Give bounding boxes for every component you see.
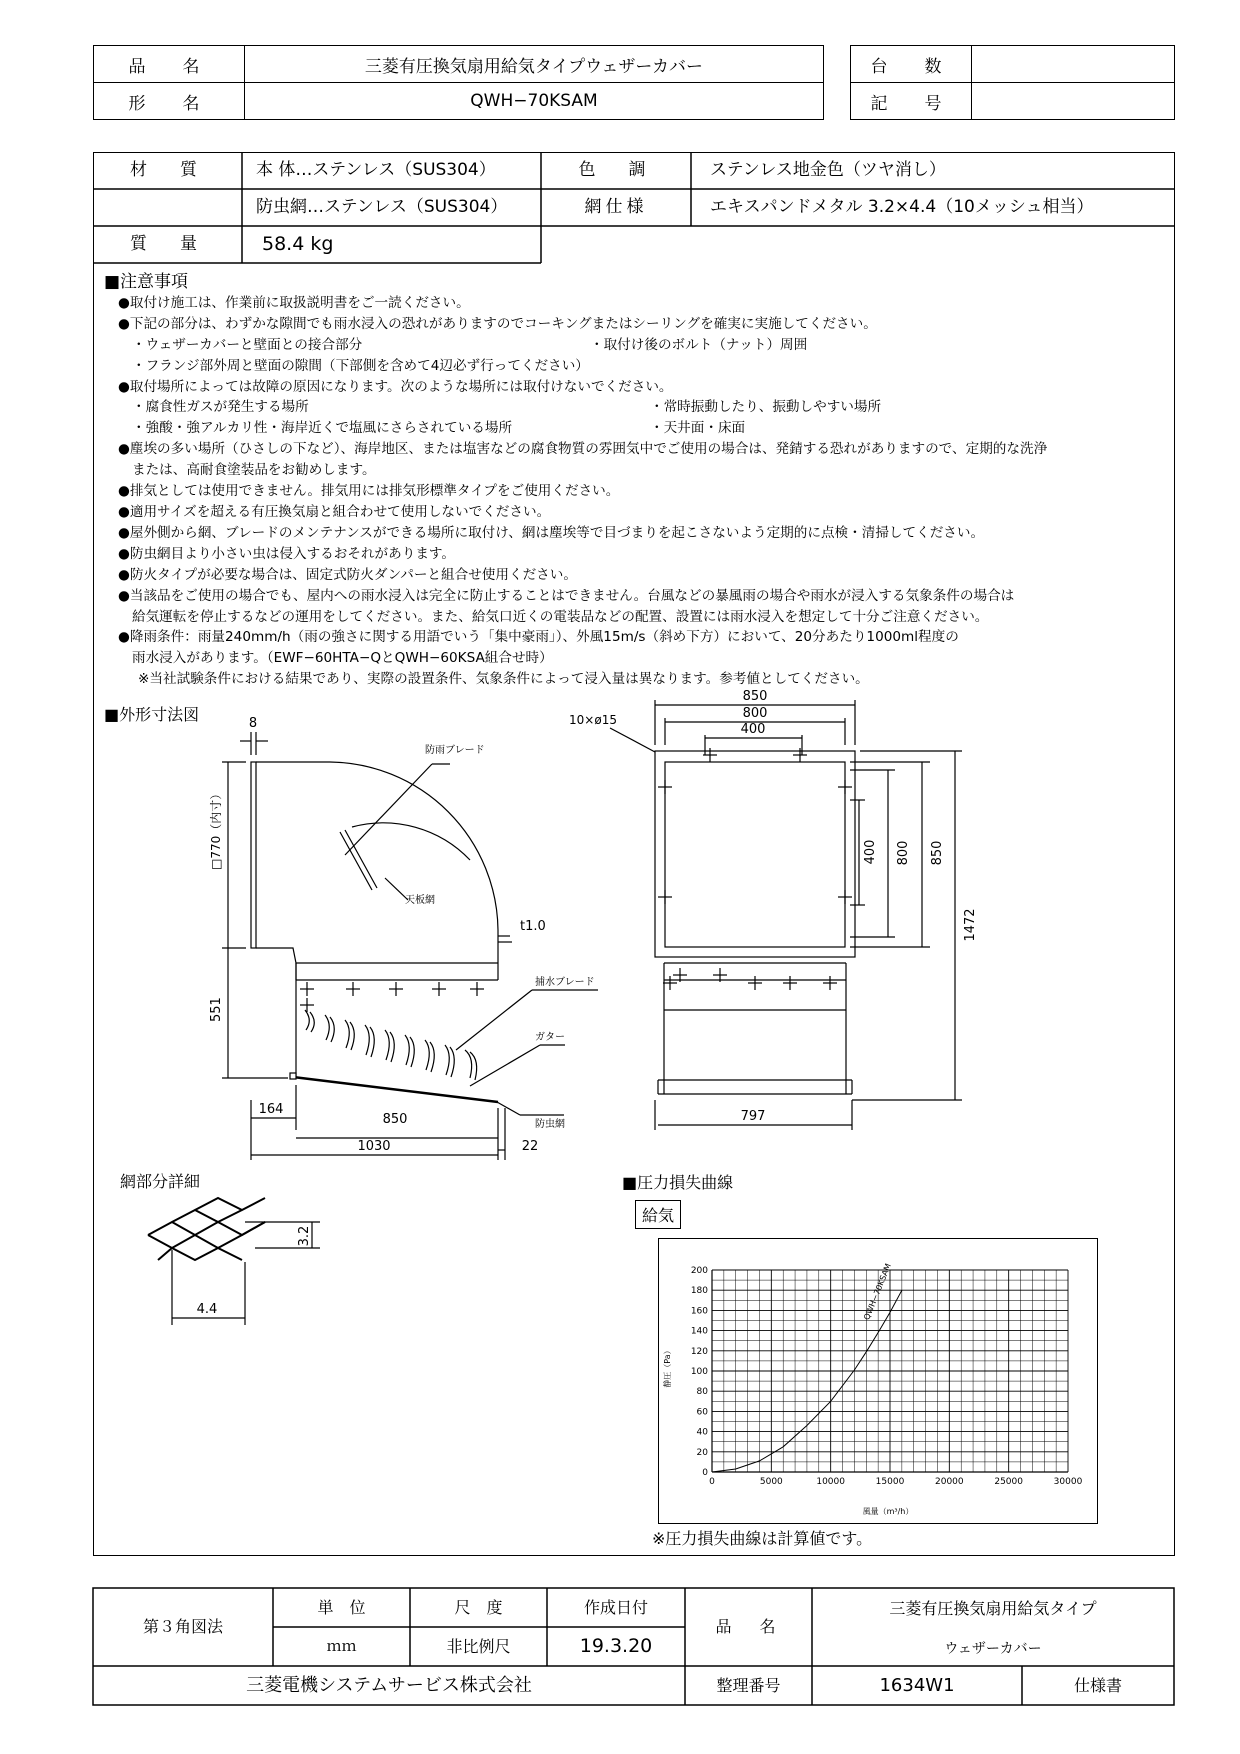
note-sub: ・強酸・強アルカリ性・海岸近くで塩風にさらされている場所 <box>132 420 513 437</box>
footer-date-value: 19.3.20 <box>579 1635 653 1657</box>
note-line: または、高耐食塗装品をお勧めします。 <box>132 462 376 479</box>
product-label: 品 名 <box>94 46 245 83</box>
note-sub: ・常時振動したり、振動しやすい場所 <box>650 399 882 416</box>
color-value: ステンレス地金色（ツヤ消し） <box>710 160 946 180</box>
chart-x-tick: 0 <box>709 1477 715 1487</box>
chart-x-tick: 5000 <box>759 1477 783 1487</box>
chart-x-tick: 10000 <box>816 1477 845 1487</box>
footer-scale-value: 非比例尺 <box>446 1637 511 1656</box>
net-label: 網仕様 <box>584 197 648 217</box>
footer-scale-label: 尺 度 <box>454 1598 503 1617</box>
note-sub: ・腐食性ガスが発生する場所 <box>132 399 309 416</box>
note-sub: ・天井面・床面 <box>650 420 746 437</box>
footer-unit-label: 単 位 <box>317 1598 366 1617</box>
note-line: ●降雨条件：雨量240mm/h（雨の強さに関する用語でいう「集中豪雨」）、外風15m/s（斜め下方）において、20分あたり1000ml程度の <box>118 629 959 646</box>
color-label: 色 調 <box>578 160 654 180</box>
note-line: 給気運転を停止するなどの運用をしてください。また、給気口近くの電装品などの配置、設置には雨水浸入を想定して十分ご注意ください。 <box>132 608 989 625</box>
chart-x-tick: 15000 <box>875 1477 905 1487</box>
note-line: ●屋外側から網、ブレードのメンテナンスができる場所に取付け、網は塵埃等で目づまりを起こさないよう定期的に点検・清掃してください。 <box>118 524 985 541</box>
top-net-label: 天板網 <box>405 895 435 906</box>
chart-y-tick: 140 <box>690 1326 708 1337</box>
note-line: ●防火タイプが必要な場合は、固定式防火ダンパーと組合せ使用ください。 <box>118 566 577 583</box>
note-sub: ・ウェザーカバーと壁面との接合部分 <box>132 336 363 353</box>
note-sub: ・取付け後のボルト（ナット）周囲 <box>590 336 808 353</box>
note-line: ※当社試験条件における結果であり、実際の設置条件、気象条件によって浸入量は異なります。参考値としてください。 <box>138 671 869 688</box>
symbol-label: 記 号 <box>851 83 972 120</box>
note-line: ●取付け施工は、作業前に取扱説明書をご一読ください。 <box>118 294 470 311</box>
material-label: 材 質 <box>130 160 205 180</box>
footer-unit-value: ｍｍ <box>326 1637 357 1655</box>
t10-label: t1.0 <box>520 919 546 934</box>
note-line: ●取付場所によっては故障の原因になります。次のような場所には取付けないでください。 <box>118 378 673 395</box>
side-dim-551: 551 <box>209 997 224 1022</box>
mass-label: 質 量 <box>130 234 205 254</box>
chart-x-tick: 30000 <box>1053 1477 1083 1487</box>
bug-net-label: 防虫網 <box>535 1119 565 1130</box>
chart-y-tick: 60 <box>696 1407 708 1418</box>
catch-blade-label: 捕水ブレード <box>535 977 595 988</box>
pressure-heading: ■圧力損失曲線 <box>622 1173 734 1192</box>
gutter-label: ガター <box>535 1032 565 1043</box>
units-label: 台 数 <box>851 46 972 83</box>
material-body: 本 体…ステンレス（SUS304） <box>256 160 496 180</box>
chart-ylabel: 静圧（Pa） <box>663 1346 672 1388</box>
front-dim-400: 400 <box>740 722 766 737</box>
mass-value: 58.4 kg <box>262 233 334 255</box>
note-line: ●排気としては使用できません。排気用には排気形標準タイプをご使用ください。 <box>118 483 620 500</box>
footer-date-label: 作成日付 <box>583 1598 648 1617</box>
note-line: ●塵埃の多い場所（ひさしの下など）、海岸地区、または塩害などの腐食物質の雰囲気中でご使用の場合は、発錆する恐れがありますので、定期的な洗浄 <box>118 441 1048 458</box>
front-dim-1472: 1472 <box>963 908 978 942</box>
note-line: ●防虫網目より小さい虫は侵入するおそれがあります。 <box>118 545 456 562</box>
front-holes-label: 10×ø15 <box>569 713 617 727</box>
chart-y-tick: 0 <box>702 1468 708 1478</box>
chart-y-tick: 20 <box>696 1447 708 1458</box>
note-line: ●当該品をご使用の場合でも、屋内への雨水浸入は完全に防止することはできません。台風などの暴風雨の場合や雨水が浸入する気象条件の場合は <box>118 587 1015 604</box>
front-dim-800: 800 <box>742 706 768 721</box>
side-dim-164: 164 <box>258 1102 284 1117</box>
front-dim-v800: 800 <box>896 840 911 866</box>
note-line: ●適用サイズを超える有圧換気扇と組合わせて使用しないでください。 <box>118 503 551 520</box>
front-dim-v400: 400 <box>863 839 878 865</box>
chart-y-tick: 80 <box>696 1387 708 1398</box>
note-line: 雨水浸入があります。（EWF−60HTA−QとQWH−60KSA組合せ時） <box>132 650 553 667</box>
pressure-mode-box: 給気 <box>635 1200 681 1229</box>
footer-name-line2: ウェザーカバー <box>944 1641 1042 1657</box>
front-dim-v850: 850 <box>930 840 945 866</box>
note-line: ・フランジ部外周と壁面の隙間（下部側を含めて4辺必ず行ってください） <box>132 357 589 374</box>
side-dim-8: 8 <box>248 716 258 731</box>
chart-y-tick: 100 <box>690 1367 708 1377</box>
model-label: 形 名 <box>94 83 245 120</box>
side-dim-770: □770（内寸） <box>209 787 223 870</box>
footer-name-line1: 三菱有圧換気扇用給気タイプ <box>889 1599 1097 1618</box>
chart-x-tick: 20000 <box>935 1477 964 1487</box>
chart-y-tick: 160 <box>690 1306 708 1317</box>
footer-doc-type: 仕様書 <box>1073 1676 1122 1695</box>
net-value: エキスパンドメタル 3.2×4.4（10メッシュ相当） <box>710 197 1094 217</box>
front-dim-797: 797 <box>740 1109 766 1124</box>
side-dim-22: 22 <box>521 1139 539 1154</box>
pressure-note: ※圧力損失曲線は計算値です。 <box>652 1529 873 1548</box>
mesh-heading: 網部分詳細 <box>120 1172 201 1191</box>
footer-projection: 第３角図法 <box>142 1617 223 1636</box>
footer-name-label: 品 名 <box>715 1617 782 1636</box>
chart-y-tick: 120 <box>690 1346 708 1357</box>
footer-ref-label: 整理番号 <box>716 1676 781 1695</box>
footer-ref-value: 1634W1 <box>879 1675 955 1696</box>
mesh-dim-32: 3.2 <box>297 1225 312 1247</box>
rain-blade-label: 防雨ブレード <box>425 745 485 756</box>
product-value: 三菱有圧換気扇用給気タイプウェザーカバー <box>245 46 824 83</box>
front-dim-850: 850 <box>742 689 768 704</box>
chart-y-tick: 40 <box>696 1427 708 1438</box>
chart-x-tick: 25000 <box>994 1477 1023 1487</box>
model-value: QWH−70KSAM <box>245 83 824 120</box>
side-dim-850: 850 <box>382 1112 408 1127</box>
chart-y-tick: 200 <box>690 1266 708 1276</box>
chart-y-tick: 180 <box>690 1286 708 1297</box>
chart-xlabel: 風量（m³/h） <box>862 1507 914 1516</box>
material-net: 防虫網…ステンレス（SUS304） <box>256 197 508 217</box>
note-line: ●下記の部分は、わずかな隙間でも雨水浸入の恐れがありますのでコーキングまたはシーリングを確実に実施してください。 <box>118 315 877 332</box>
chart-series-label: QWH−70KSAM <box>862 1262 893 1322</box>
drawing-heading: ■外形寸法図 <box>104 705 200 724</box>
footer-company: 三菱電機システムサービス株式会社 <box>246 1675 532 1696</box>
notes-heading: ■注意事項 <box>104 272 189 292</box>
side-dim-1030: 1030 <box>357 1139 391 1154</box>
mesh-dim-44: 4.4 <box>196 1302 218 1317</box>
